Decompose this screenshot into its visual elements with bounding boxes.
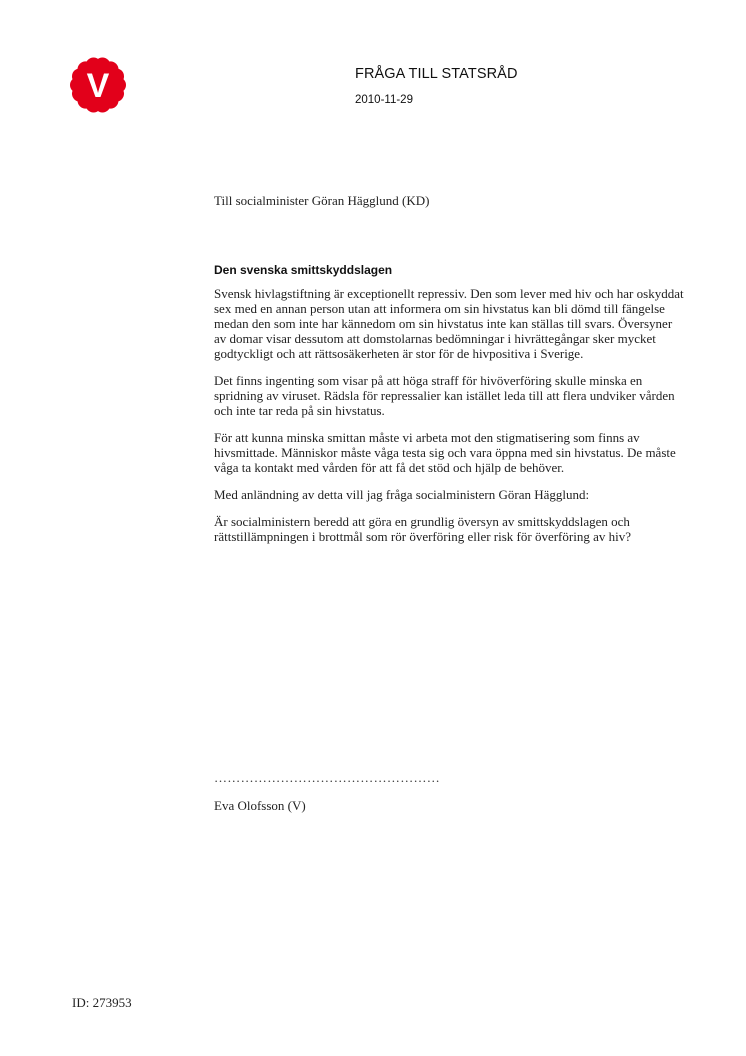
body-paragraph-4: Med anländning av detta vill jag fråga socialministern Göran Hägglund: — [214, 487, 590, 502]
signer-name: Eva Olofsson (V) — [214, 798, 306, 813]
logo-letter: V — [86, 67, 110, 105]
question-body — [214, 263, 684, 556]
document-date: 2010-11-29 — [355, 94, 413, 106]
question-heading: Den svenska smittskyddslagen — [214, 263, 393, 277]
signature-line: …………………………………………… — [214, 770, 441, 785]
question-paragraph: Är socialministern beredd att göra en grundlig översyn av smittskyddslagen och rättstillämpningen i brottmål som rör överföring eller risk för överföring av hiv? — [214, 514, 631, 544]
body-paragraph-1: Svensk hivlagstiftning är exceptionellt repressiv. Den som lever med hiv och har oskyddat sex med en annan person utan att informera om sin hivstatus kan bli dömd till fängelse medan den som inte har kännedom om sin hivstatus inte kan ställas till svars. Översyner av domar visar dessutom att domstolarnas bedömningar i hivrättegångar sker mycket godtyckligt och att rättsosäkerheten är stor för de hivpositiva i Sverige. — [214, 286, 684, 361]
recipient-line: Till socialminister Göran Hägglund (KD) — [214, 193, 430, 208]
document-type: FRÅGA TILL STATSRÅD — [355, 66, 518, 82]
document-id: ID: 273953 — [72, 995, 132, 1010]
party-logo — [67, 54, 129, 116]
body-paragraph-2: Det finns ingenting som visar på att höga straff för hivöverföring skulle minska en spridning av viruset. Rädsla för repressalier kan istället leda till att flera undviker vården och inte tar reda på sin hivstatus. — [214, 373, 675, 418]
body-paragraph-3: För att kunna minska smittan måste vi arbeta mot den stigmatisering som finns av hivsmittade. Människor måste våga testa sig och vara öppna med sin hivstatus. De måste våga ta kontakt med vården för att få det stöd och hjälp de behöver. — [214, 430, 676, 475]
